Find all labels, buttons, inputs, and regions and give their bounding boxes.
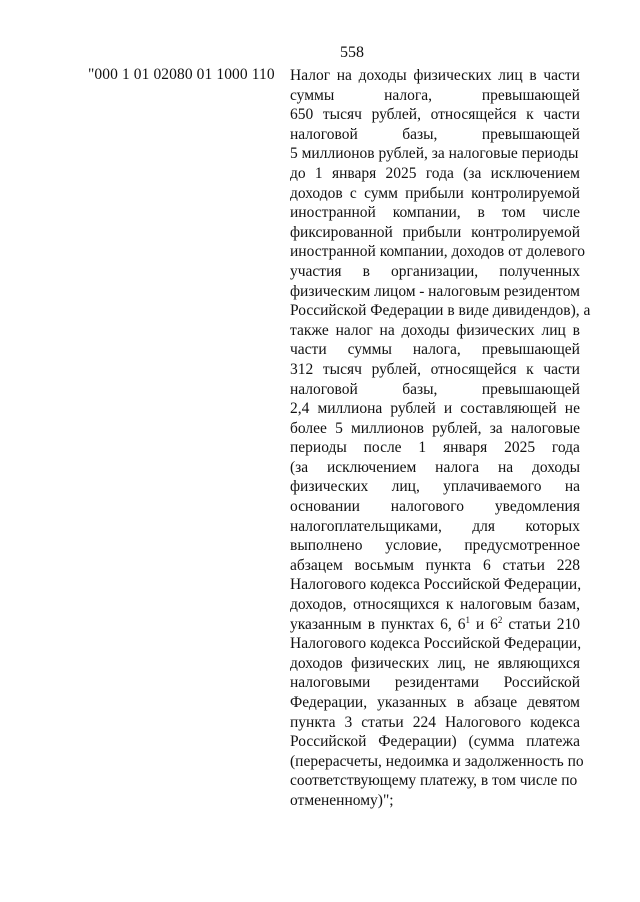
description-word: за [489, 419, 503, 437]
description-word: года [425, 164, 454, 182]
description-word: и [443, 400, 453, 418]
description-word: Федерации) [378, 733, 457, 751]
description-word: указанных [377, 694, 447, 711]
description-word: исключением [326, 458, 417, 476]
description-word: платежа [526, 733, 580, 751]
description-word: 6 [482, 556, 491, 574]
description-word: не [564, 400, 580, 418]
description-line [290, 66, 580, 86]
description-line [290, 262, 580, 282]
description-word: доходов [290, 184, 343, 202]
description-word: том [501, 204, 526, 222]
description-line [290, 125, 580, 145]
description-word: с [349, 184, 357, 202]
description-word: к [526, 360, 534, 378]
description-word: числе [542, 204, 580, 222]
description-word: налоговой [290, 380, 358, 398]
description-word: статьи [502, 556, 545, 574]
description-line: иностранной компании, доходов от долевого [290, 243, 585, 261]
description-word: доходов [290, 654, 343, 672]
description-word: компании, [392, 204, 461, 222]
description-line [290, 105, 580, 125]
description-word: составляющей [460, 400, 557, 418]
description-word: лиц, [391, 478, 420, 496]
description-word: 224 [412, 713, 436, 731]
description-line: 5 миллионов рублей, за налоговые периоды [290, 145, 579, 163]
description-word: суммы [347, 341, 392, 359]
description-word: части [290, 341, 327, 359]
description-word: 5 [335, 419, 343, 437]
description-word: относящейся [430, 106, 517, 124]
description-word: физических [290, 478, 369, 496]
description-word: налогового [390, 498, 464, 516]
description-line: отмененному)"; [290, 791, 394, 809]
description-line [290, 360, 580, 380]
description-line [290, 458, 580, 478]
description-line [290, 673, 580, 693]
description-word: рублей, [371, 106, 421, 124]
description-word: лиц, [437, 654, 466, 672]
description-word: доходы [358, 67, 407, 84]
description-word: января [331, 164, 377, 182]
description-word: фиксированной [290, 223, 393, 241]
description-word: прибыли [402, 223, 462, 241]
description-word: контролируемой [471, 223, 580, 241]
description-word: резидентом [503, 282, 580, 300]
description-line [290, 517, 580, 537]
description-word: января [442, 439, 488, 457]
description-word: в [367, 615, 376, 633]
description-word: в [477, 204, 485, 222]
description-word: пунктах [380, 615, 435, 633]
description-word: превышающей [481, 86, 580, 104]
description-word: иностранной [290, 204, 376, 222]
description-word: на [498, 458, 514, 476]
description-word: выполнено [290, 537, 363, 555]
description-word: на [336, 67, 352, 84]
description-word: 228 [556, 556, 580, 574]
description-line [290, 86, 580, 106]
description-word: рублей, [432, 419, 482, 437]
description-line [290, 477, 580, 497]
description-word: лиц [541, 321, 566, 339]
description-word: рублей [390, 400, 436, 418]
description-word: также [290, 321, 329, 339]
description-word: физических [413, 67, 492, 84]
description-word: налоговой [290, 125, 358, 143]
description-word: лицом [374, 282, 416, 300]
description-word: основании [290, 498, 360, 516]
description-word: прибыли [405, 184, 464, 202]
description-word: налога [435, 458, 480, 476]
description-word: и [475, 615, 485, 633]
description-line [290, 595, 580, 615]
description-line [290, 654, 580, 674]
description-word: физических [456, 321, 535, 339]
description-word: (сумма [468, 733, 515, 751]
description-word: 2,4 [290, 400, 310, 418]
description-word: в [572, 321, 580, 339]
description-word: абзацем [290, 556, 343, 574]
description-word: 650 [290, 106, 314, 124]
description-word: являющихся [497, 654, 580, 672]
description-line [290, 615, 580, 635]
description-word: доходы [531, 458, 580, 476]
description-word: года [551, 439, 580, 457]
description-word: кодекса [530, 713, 580, 731]
description-word: части [543, 67, 580, 84]
description-word: Налог [290, 67, 331, 84]
description-word: резидентами [394, 674, 480, 692]
description-line [290, 203, 580, 223]
description-word: налога, [384, 86, 432, 104]
description-word: доходов, [290, 596, 347, 614]
description-word: статьи [508, 615, 551, 633]
description-word: Налогового [444, 713, 522, 731]
description-word: базам, [538, 596, 580, 614]
description-word: 210 [556, 615, 580, 633]
description-word: участия [290, 262, 342, 280]
description-word: относящихся [353, 596, 440, 614]
description-line [290, 380, 580, 400]
description-word: сумм [364, 184, 398, 202]
description-line: соответствующему платежу, в том числе по [290, 772, 578, 790]
description-word: $6^1$ [457, 614, 470, 633]
description-word: не [474, 654, 490, 672]
description-word: в [529, 67, 537, 84]
description-line [290, 223, 580, 243]
description-line [290, 184, 580, 204]
description-word: 1 [418, 439, 427, 457]
description-line: Российской Федерации в виде дивидендов), а [290, 302, 591, 320]
description-word: (за [290, 458, 309, 476]
description-word: 3 [344, 713, 353, 731]
description-line [290, 713, 580, 733]
description-word: уплачиваемого [443, 478, 542, 496]
description-word: 2025 [385, 164, 417, 182]
description-word: предусмотренное [464, 537, 580, 555]
description-word: 6, [440, 615, 452, 633]
description-word: Российской [290, 733, 367, 751]
description-word: полученных [499, 262, 580, 280]
description-word: уведомления [494, 498, 580, 516]
description-word: для [472, 517, 496, 535]
description-word: условие, [385, 537, 442, 555]
description-word: 1 [314, 164, 323, 182]
description-word: относящейся [430, 360, 517, 378]
description-word: суммы [290, 86, 335, 104]
description-line [290, 732, 580, 752]
description-line [290, 321, 580, 341]
description-word: превышающей [481, 380, 580, 398]
description-word: налога, [412, 341, 461, 359]
description-word: на [379, 321, 395, 339]
description-word: статьи [361, 713, 404, 731]
description-word: до [290, 164, 306, 182]
description-word: пункта [290, 713, 336, 731]
description-word: указанным [290, 615, 362, 633]
description-word: базы, [402, 380, 438, 398]
description-line [290, 556, 580, 576]
description-word: Федерации, [290, 694, 368, 711]
description-line: (перерасчеты, недоимка и задолженность по [290, 752, 584, 770]
description-word: физических [351, 654, 430, 672]
description-word: восьмым [354, 556, 414, 574]
description-line [290, 438, 580, 458]
description-word: налогоплательщиками, [290, 517, 442, 535]
description-word: исключением [490, 164, 580, 182]
description-line [290, 282, 580, 302]
description-word: более [290, 419, 327, 437]
description-line: Налогового кодекса Российской Федерации, [290, 576, 582, 594]
description-word: в [362, 262, 370, 280]
description-line [290, 693, 580, 713]
description-word: физическим [290, 282, 371, 300]
description-word: к [526, 106, 534, 124]
description-word: 312 [290, 360, 314, 378]
tax-description [290, 66, 591, 811]
description-word: тысяч [322, 106, 362, 124]
description-word: налоговые [510, 419, 580, 437]
description-line [290, 340, 580, 360]
description-line: Налогового кодекса Российской Федерации, [290, 635, 582, 653]
budget-classification-code: "000 1 01 02080 01 1000 110 [88, 66, 275, 83]
description-word: превышающей [481, 341, 580, 359]
description-word: в [456, 694, 465, 711]
description-word: (за [463, 164, 482, 182]
description-line [290, 419, 580, 439]
description-word: доходы [401, 321, 450, 339]
description-word: превышающей [481, 125, 580, 143]
description-word: Российской [503, 674, 580, 692]
description-word: миллионов [351, 419, 424, 437]
description-word: пункта [425, 556, 472, 574]
description-word: миллиона [317, 400, 383, 418]
description-word: абзаце [474, 694, 518, 711]
description-word: контролируемой [471, 184, 580, 202]
description-word: части [543, 360, 580, 378]
description-word: после [363, 439, 402, 457]
description-word: на [564, 478, 580, 496]
description-word: налог [335, 321, 373, 339]
description-word: к [445, 596, 454, 614]
description-word: девятом [527, 694, 580, 711]
description-word: 2025 [504, 439, 536, 457]
description-word: тысяч [322, 360, 362, 378]
page-number: 558 [340, 44, 364, 61]
description-word: налоговым [428, 282, 501, 300]
description-word: которых [525, 517, 580, 535]
description-word: лиц [498, 67, 523, 84]
description-word: организации, [391, 262, 479, 280]
description-word: базы, [402, 125, 438, 143]
description-word: рублей, [371, 360, 421, 378]
description-line [290, 164, 580, 184]
description-word: налоговым [459, 596, 532, 614]
description-line [290, 399, 580, 419]
description-word: - [419, 282, 425, 300]
description-word: налоговыми [290, 674, 371, 692]
description-word: периоды [290, 439, 347, 457]
description-word: части [543, 106, 580, 124]
description-word: $6^2$ [490, 614, 503, 633]
description-line [290, 536, 580, 556]
description-line [290, 497, 580, 517]
